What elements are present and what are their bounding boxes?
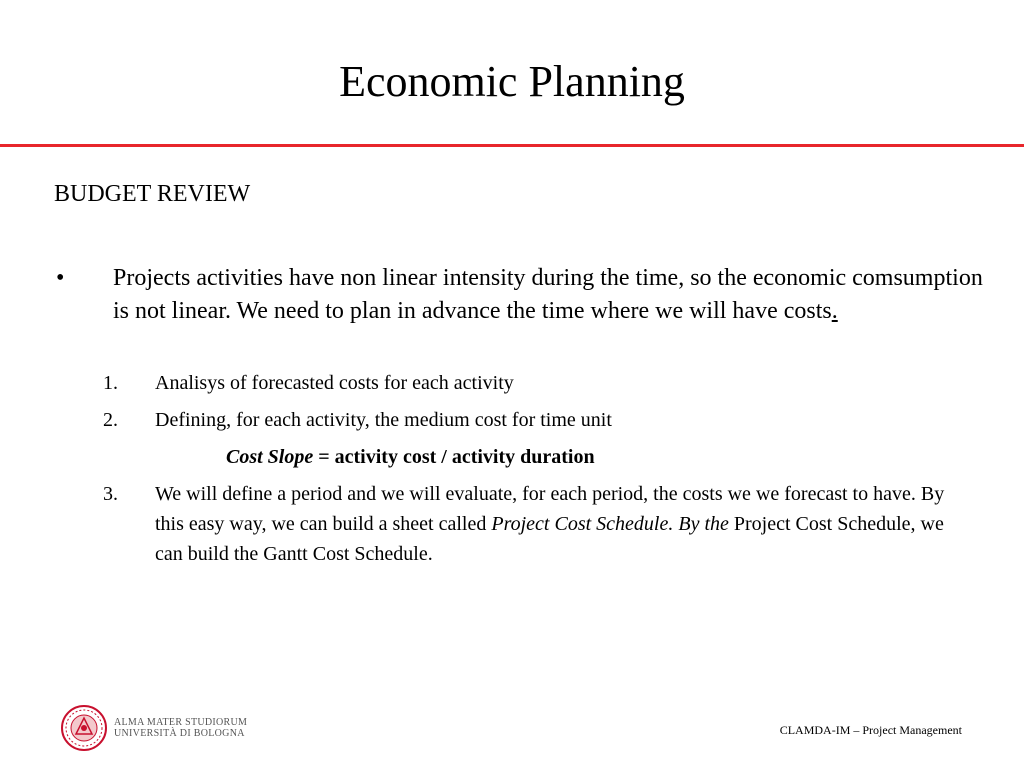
footer-text: CLAMDA-IM – Project Management — [779, 723, 962, 737]
item-text-3 — [155, 479, 975, 569]
item-number-3: 3. — [103, 483, 118, 505]
section-heading: BUDGET REVIEW — [54, 181, 251, 207]
university-seal-icon — [60, 704, 108, 752]
logo-line-1: ALMA MATER STUDIORUM — [114, 717, 248, 728]
title-divider — [0, 144, 1024, 147]
main-paragraph-text: Projects activities have non linear intensity during the time, so the economic comsumption is not linear. We need to plan in advance the time where we will have costs — [113, 265, 983, 324]
main-paragraph-period: . — [831, 298, 838, 324]
cost-slope-formula — [226, 442, 595, 472]
formula-definition: = activity cost / activity duration — [313, 446, 595, 468]
bullet-marker: • — [56, 265, 65, 291]
main-paragraph — [113, 262, 993, 328]
item-number-1: 1. — [103, 372, 118, 394]
item-text-3-part2: Project Cost Schedule, we can build the Gantt Cost Schedule. — [155, 513, 944, 565]
item-text-1: Analisys of forecasted costs for each activity — [155, 372, 514, 394]
item-text-3-italic: Project Cost Schedule. By the — [491, 513, 729, 535]
university-logo — [60, 702, 247, 754]
item-number-2: 2. — [103, 409, 118, 431]
item-text-2: Defining, for each activity, the medium cost for time unit — [155, 409, 612, 431]
slide-title: Economic Planning — [339, 57, 685, 106]
formula-term: Cost Slope — [226, 446, 314, 468]
item-text-3-part1: We will define a period and we will evaluate, for each period, the costs we we forecast to have. By this easy way, we can build a sheet called — [155, 483, 945, 535]
logo-line-2: UNIVERSITÀ DI BOLOGNA — [114, 728, 245, 739]
